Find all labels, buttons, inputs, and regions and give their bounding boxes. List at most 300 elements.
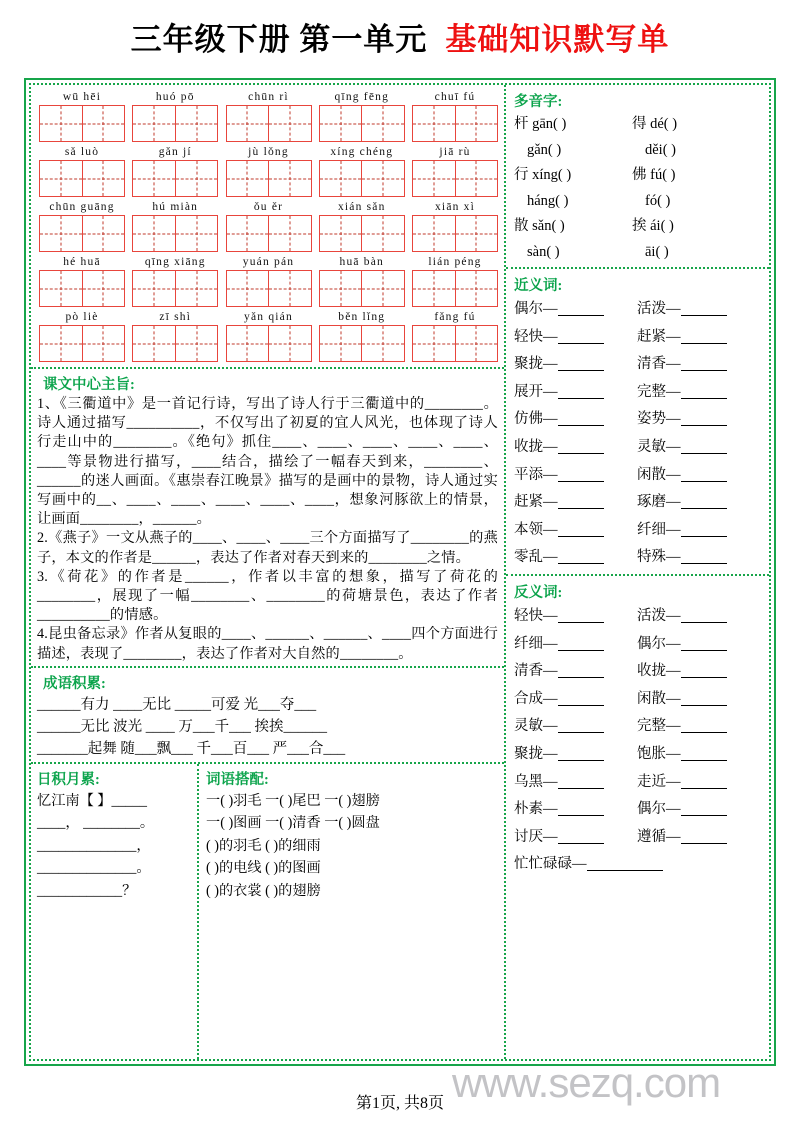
answer-blank[interactable]	[681, 508, 727, 509]
pinyin-text: xiān xì	[434, 201, 476, 213]
answer-blank[interactable]	[681, 650, 727, 651]
pinyin-text: gǎn jí	[158, 146, 192, 158]
synonym-row	[514, 434, 765, 462]
tianzige-box[interactable]	[39, 160, 125, 197]
answer-blank[interactable]	[558, 343, 604, 344]
tianzige-square[interactable]	[362, 215, 405, 252]
tianzige-box[interactable]	[319, 270, 405, 307]
antonym-row	[514, 851, 765, 879]
synonym-heading: 近义词:	[514, 278, 563, 294]
daily-accumulation-line: ____， ________。	[37, 815, 155, 832]
tianzige-square[interactable]	[319, 160, 363, 197]
pinyin-cell	[411, 254, 499, 307]
synonym-item[interactable]	[637, 379, 760, 407]
word-label: 忙忙碌碌—	[514, 856, 587, 873]
synonym-item[interactable]	[514, 406, 637, 434]
word-collocation-line: ( )的衣裳 ( )的翅膀	[206, 882, 321, 899]
tianzige-square[interactable]	[83, 160, 126, 197]
answer-blank[interactable]	[558, 843, 604, 844]
tianzige-box[interactable]	[412, 160, 498, 197]
tianzige-box[interactable]	[39, 105, 125, 142]
answer-blank[interactable]	[558, 788, 604, 789]
idiom-section	[31, 668, 504, 764]
answer-blank[interactable]	[681, 370, 727, 371]
tianzige-square[interactable]	[226, 270, 270, 307]
polyphone-heading: 多音字:	[514, 94, 563, 110]
pinyin-row	[35, 309, 502, 362]
polyphone-left[interactable]: sàn( )	[527, 243, 560, 260]
synonym-item[interactable]	[637, 462, 760, 490]
word-collocation-heading: 词语搭配:	[206, 771, 269, 788]
worksheet-frame-inner	[29, 83, 771, 1061]
main-idea-item: 4.昆虫备忘录》作者从复眼的____、______、______、____四个方面进行描述，表现了________，表达了作者对大自然的________。	[37, 626, 498, 662]
polyphone-left[interactable]: 行 xíng( )	[514, 167, 572, 183]
antonym-item[interactable]	[637, 796, 760, 824]
tianzige-box[interactable]	[132, 215, 218, 252]
synonym-item[interactable]	[514, 324, 637, 352]
tianzige-square[interactable]	[269, 325, 312, 362]
synonym-item[interactable]	[637, 351, 760, 379]
synonym-item[interactable]	[637, 324, 760, 352]
pinyin-cell	[411, 199, 499, 252]
tianzige-square[interactable]	[132, 105, 176, 142]
synonym-row	[514, 351, 765, 379]
tianzige-box[interactable]	[132, 105, 218, 142]
main-idea-item: 3.《荷花》的作者是______，作者以丰富的想象，描写了荷花的________，展现了一幅________、________的荷塘景色，表达了作者__________的情感。	[37, 568, 498, 624]
word-label: 纤细—	[637, 521, 681, 538]
tianzige-square[interactable]	[456, 160, 499, 197]
tianzige-square[interactable]	[83, 325, 126, 362]
answer-blank[interactable]	[558, 650, 604, 651]
answer-blank[interactable]	[681, 453, 727, 454]
synonym-item[interactable]	[637, 517, 760, 545]
synonym-row	[514, 462, 765, 490]
pinyin-row	[35, 89, 502, 142]
word-label: 清香—	[637, 356, 681, 373]
pinyin-text: wū hēi	[62, 91, 102, 103]
synonym-item[interactable]	[514, 351, 637, 379]
site-watermark: www.sezq.com	[452, 1059, 721, 1106]
antonym-item[interactable]	[514, 769, 637, 797]
pinyin-text: fǎng fú	[434, 311, 476, 323]
tianzige-box[interactable]	[132, 325, 218, 362]
answer-blank[interactable]	[681, 343, 727, 344]
pinyin-text: xián sǎn	[337, 201, 386, 213]
word-label: 乌黑—	[514, 773, 558, 790]
antonym-row	[514, 658, 765, 686]
pinyin-cell	[411, 309, 499, 362]
word-collocation-line: ( )的羽毛 ( )的细雨	[206, 837, 321, 854]
pinyin-text: lián péng	[428, 256, 482, 268]
tianzige-box[interactable]	[319, 160, 405, 197]
tianzige-box[interactable]	[39, 215, 125, 252]
tianzige-square[interactable]	[226, 160, 270, 197]
daily-accumulation-line: ____________？	[37, 882, 137, 899]
antonym-row	[514, 713, 765, 741]
antonym-item[interactable]	[637, 741, 760, 769]
answer-blank[interactable]	[681, 563, 727, 564]
synonym-item[interactable]	[637, 434, 760, 462]
pinyin-cell	[318, 309, 406, 362]
tianzige-square[interactable]	[39, 160, 83, 197]
answer-blank[interactable]	[558, 508, 604, 509]
main-idea-section	[31, 369, 504, 668]
synonym-item[interactable]	[514, 462, 637, 490]
antonym-item[interactable]	[637, 603, 760, 631]
pinyin-text: huā bàn	[339, 256, 384, 268]
tianzige-box[interactable]	[39, 270, 125, 307]
tianzige-box[interactable]	[226, 270, 312, 307]
word-label: 聚拢—	[514, 745, 558, 762]
tianzige-square[interactable]	[362, 325, 405, 362]
bottom-split	[31, 764, 504, 1059]
tianzige-square[interactable]	[39, 105, 83, 142]
polyphone-left[interactable]: 杆 gān( )	[514, 116, 567, 132]
tianzige-square[interactable]	[412, 270, 456, 307]
tianzige-square[interactable]	[83, 270, 126, 307]
pinyin-text: yǎn qián	[244, 311, 293, 323]
tianzige-box[interactable]	[226, 325, 312, 362]
answer-blank[interactable]	[681, 425, 727, 426]
answer-blank[interactable]	[587, 870, 663, 871]
idiom-line: ______有力 ____无比 _____可爱 光___夺___	[37, 696, 317, 713]
daily-accumulation-line: 忆江南【 】_____	[37, 792, 147, 809]
tianzige-box[interactable]	[319, 105, 405, 142]
tianzige-square[interactable]	[412, 325, 456, 362]
tianzige-square[interactable]	[176, 105, 219, 142]
answer-blank[interactable]	[681, 705, 727, 706]
pinyin-text: yuán pán	[242, 256, 295, 268]
pinyin-text: jiā rù	[439, 146, 471, 158]
polyphone-row	[514, 240, 765, 266]
word-label: 展开—	[514, 383, 558, 400]
answer-blank[interactable]	[558, 563, 604, 564]
answer-blank[interactable]	[558, 815, 604, 816]
tianzige-square[interactable]	[269, 270, 312, 307]
polyphone-right[interactable]: 挨 ái( )	[632, 218, 674, 234]
answer-blank[interactable]	[558, 536, 604, 537]
tianzige-box[interactable]	[412, 215, 498, 252]
tianzige-square[interactable]	[319, 215, 363, 252]
tianzige-square[interactable]	[456, 215, 499, 252]
pinyin-cell	[38, 89, 126, 142]
daily-accumulation-line: ______________，	[37, 837, 151, 854]
synonym-row	[514, 489, 765, 517]
pinyin-row	[35, 199, 502, 252]
pinyin-text: xíng chéng	[330, 146, 394, 158]
polyphone-row	[514, 189, 765, 215]
tianzige-box[interactable]	[226, 105, 312, 142]
antonym-item[interactable]	[514, 631, 637, 659]
worksheet-frame	[24, 78, 776, 1066]
daily-accumulation-heading: 日积月累:	[37, 771, 100, 788]
polyphone-rows	[514, 112, 765, 265]
antonym-item[interactable]	[514, 796, 637, 824]
tianzige-box[interactable]	[412, 325, 498, 362]
synonym-item[interactable]	[514, 434, 637, 462]
pinyin-text: ǒu ěr	[253, 201, 284, 213]
tianzige-square[interactable]	[412, 105, 456, 142]
pinyin-text: sǎ luò	[64, 146, 100, 158]
antonym-row	[514, 603, 765, 631]
word-label: 轻快—	[514, 607, 558, 624]
word-label: 姿势—	[637, 411, 681, 428]
antonym-item[interactable]	[514, 851, 663, 879]
synonym-rows	[514, 296, 765, 572]
word-label: 完整—	[637, 718, 681, 735]
pinyin-text: jù lǒng	[248, 146, 289, 158]
synonym-item[interactable]	[514, 489, 637, 517]
synonym-item[interactable]	[514, 379, 637, 407]
answer-blank[interactable]	[681, 315, 727, 316]
tianzige-square[interactable]	[362, 105, 405, 142]
pinyin-cell	[131, 144, 219, 197]
tianzige-square[interactable]	[319, 105, 363, 142]
pinyin-cell	[225, 309, 313, 362]
tianzige-square[interactable]	[176, 325, 219, 362]
answer-blank[interactable]	[558, 760, 604, 761]
antonym-item[interactable]	[637, 631, 760, 659]
antonym-item[interactable]	[514, 713, 637, 741]
polyphone-right[interactable]: fó( )	[645, 192, 671, 209]
tianzige-box[interactable]	[226, 215, 312, 252]
left-column	[31, 85, 504, 1059]
tianzige-square[interactable]	[412, 215, 456, 252]
tianzige-square[interactable]	[132, 160, 176, 197]
answer-blank[interactable]	[681, 536, 727, 537]
tianzige-box[interactable]	[319, 215, 405, 252]
answer-blank[interactable]	[558, 622, 604, 623]
pinyin-text: hú miàn	[152, 201, 199, 213]
synonym-item[interactable]	[514, 517, 637, 545]
main-idea-item: 2.《燕子》一文从燕子的____、____、____三个方面描写了________的燕子，本文的作者是______，表达了作者对春天到来的________之情。	[37, 530, 498, 566]
synonym-item[interactable]	[637, 489, 760, 517]
antonym-row	[514, 796, 765, 824]
answer-blank[interactable]	[558, 481, 604, 482]
word-label: 收拢—	[514, 438, 558, 455]
pinyin-text: huó pō	[155, 91, 195, 103]
answer-blank[interactable]	[558, 705, 604, 706]
word-label: 活泼—	[637, 301, 681, 317]
antonym-item[interactable]	[514, 686, 637, 714]
answer-blank[interactable]	[558, 677, 604, 678]
tianzige-square[interactable]	[226, 105, 270, 142]
pinyin-cell	[38, 144, 126, 197]
pinyin-cell	[225, 144, 313, 197]
tianzige-square[interactable]	[226, 325, 270, 362]
tianzige-square[interactable]	[412, 160, 456, 197]
daily-accumulation-line: ______________。	[37, 860, 151, 877]
tianzige-square[interactable]	[176, 270, 219, 307]
answer-blank[interactable]	[558, 315, 604, 316]
word-label: 轻快—	[514, 328, 558, 345]
synonym-item[interactable]	[637, 544, 760, 572]
answer-blank[interactable]	[681, 760, 727, 761]
answer-blank[interactable]	[681, 677, 727, 678]
tianzige-square[interactable]	[269, 215, 312, 252]
pinyin-text: zī shì	[159, 311, 192, 323]
polyphone-section	[506, 85, 769, 269]
tianzige-square[interactable]	[39, 270, 83, 307]
tianzige-square[interactable]	[132, 215, 176, 252]
polyphone-row	[514, 214, 765, 240]
word-label: 完整—	[637, 383, 681, 400]
polyphone-right[interactable]: āi( )	[645, 243, 669, 260]
synonym-item[interactable]	[514, 296, 637, 324]
pinyin-text: chūn guāng	[49, 201, 115, 213]
answer-blank[interactable]	[681, 815, 727, 816]
tianzige-box[interactable]	[132, 160, 218, 197]
pinyin-cell	[131, 309, 219, 362]
polyphone-left[interactable]: háng( )	[527, 192, 569, 209]
tianzige-square[interactable]	[319, 325, 363, 362]
answer-blank[interactable]	[681, 788, 727, 789]
word-label: 零乱—	[514, 549, 558, 566]
daily-accumulation-section	[31, 764, 199, 1059]
pinyin-row	[35, 254, 502, 307]
antonym-item[interactable]	[514, 824, 637, 852]
pinyin-text: chūn rì	[248, 91, 289, 103]
antonym-section	[506, 576, 769, 881]
title-red-part: 基础知识默写单	[445, 21, 670, 57]
antonym-item[interactable]	[637, 713, 760, 741]
pinyin-cell	[411, 144, 499, 197]
synonym-row	[514, 544, 765, 572]
antonym-row	[514, 769, 765, 797]
answer-blank[interactable]	[681, 481, 727, 482]
main-idea-heading: 课文中心主旨:	[43, 377, 135, 393]
tianzige-square[interactable]	[39, 325, 83, 362]
word-label: 赶紧—	[637, 328, 681, 345]
word-label: 偶尔—	[637, 635, 681, 652]
answer-blank[interactable]	[681, 843, 727, 844]
antonym-item[interactable]	[514, 658, 637, 686]
word-label: 讨厌—	[514, 828, 558, 845]
antonym-item[interactable]	[637, 658, 760, 686]
answer-blank[interactable]	[558, 370, 604, 371]
pinyin-cell	[38, 254, 126, 307]
tianzige-box[interactable]	[39, 325, 125, 362]
pinyin-cell	[131, 254, 219, 307]
pinyin-grid-block	[31, 85, 504, 369]
tianzige-square[interactable]	[362, 270, 405, 307]
word-label: 本领—	[514, 521, 558, 538]
polyphone-left[interactable]: 散 sǎn( )	[514, 218, 565, 234]
antonym-item[interactable]	[637, 824, 760, 852]
antonym-row	[514, 631, 765, 659]
answer-blank[interactable]	[681, 398, 727, 399]
polyphone-right[interactable]: děi( )	[645, 141, 676, 158]
antonym-item[interactable]	[514, 603, 637, 631]
tianzige-square[interactable]	[39, 215, 83, 252]
pinyin-cell	[38, 309, 126, 362]
tianzige-box[interactable]	[226, 160, 312, 197]
pinyin-cell	[318, 144, 406, 197]
answer-blank[interactable]	[558, 453, 604, 454]
pinyin-cell	[131, 199, 219, 252]
antonym-heading: 反义词:	[514, 584, 563, 601]
word-label: 走近—	[637, 773, 681, 790]
antonym-rows	[514, 603, 765, 879]
word-collocation-line: 一( )图画 一( )清香 一( )圆盘	[206, 815, 380, 832]
tianzige-square[interactable]	[456, 270, 499, 307]
tianzige-square[interactable]	[176, 160, 219, 197]
title-black-part: 三年级下册 第一单元	[130, 21, 428, 57]
word-label: 收拢—	[637, 663, 681, 680]
synonym-row	[514, 324, 765, 352]
word-label: 偶尔—	[637, 801, 681, 818]
page-title	[0, 0, 800, 72]
tianzige-box[interactable]	[412, 105, 498, 142]
answer-blank[interactable]	[558, 732, 604, 733]
tianzige-square[interactable]	[83, 105, 126, 142]
pinyin-cell	[225, 89, 313, 142]
synonym-section	[506, 269, 769, 576]
word-label: 朴素—	[514, 801, 558, 818]
idiom-line: ______无比 波光 ____ 万___千___ 挨挨______	[37, 718, 327, 735]
antonym-row	[514, 824, 765, 852]
tianzige-square[interactable]	[132, 270, 176, 307]
synonym-item[interactable]	[637, 296, 760, 324]
pinyin-cell	[318, 199, 406, 252]
answer-blank[interactable]	[558, 425, 604, 426]
answer-blank[interactable]	[681, 732, 727, 733]
tianzige-box[interactable]	[412, 270, 498, 307]
tianzige-square[interactable]	[269, 160, 312, 197]
tianzige-square[interactable]	[176, 215, 219, 252]
word-label: 闲散—	[637, 466, 681, 483]
word-label: 聚拢—	[514, 356, 558, 373]
antonym-row	[514, 686, 765, 714]
answer-blank[interactable]	[681, 622, 727, 623]
antonym-item[interactable]	[514, 741, 637, 769]
synonym-row	[514, 296, 765, 324]
antonym-item[interactable]	[637, 686, 760, 714]
pinyin-text: chuī fú	[434, 91, 476, 103]
page-footer: 第1页, 共8页	[355, 1095, 444, 1112]
pinyin-text: qīng fēng	[334, 91, 390, 103]
word-label: 合成—	[514, 690, 558, 707]
word-label: 琢磨—	[637, 494, 681, 511]
synonym-item[interactable]	[514, 544, 637, 572]
tianzige-square[interactable]	[456, 105, 499, 142]
idiom-line: _______起舞 随___飘___ 千___百___ 严___合___	[37, 740, 346, 757]
tianzige-box[interactable]	[132, 270, 218, 307]
antonym-row	[514, 741, 765, 769]
tianzige-square[interactable]	[226, 215, 270, 252]
synonym-item[interactable]	[637, 406, 760, 434]
tianzige-square[interactable]	[456, 325, 499, 362]
polyphone-left[interactable]: gǎn( )	[527, 141, 562, 158]
word-collocation-line: 一( )羽毛 一( )尾巴 一( )翅膀	[206, 792, 380, 809]
tianzige-square[interactable]	[319, 270, 363, 307]
polyphone-row	[514, 138, 765, 164]
tianzige-square[interactable]	[132, 325, 176, 362]
polyphone-right[interactable]: 佛 fú( )	[632, 167, 676, 183]
tianzige-square[interactable]	[269, 105, 312, 142]
answer-blank[interactable]	[558, 398, 604, 399]
pinyin-cell	[38, 199, 126, 252]
pinyin-cell	[225, 199, 313, 252]
tianzige-box[interactable]	[319, 325, 405, 362]
antonym-item[interactable]	[637, 769, 760, 797]
tianzige-square[interactable]	[83, 215, 126, 252]
idiom-heading: 成语积累:	[43, 675, 106, 692]
polyphone-row	[514, 163, 765, 189]
polyphone-row	[514, 112, 765, 138]
tianzige-square[interactable]	[362, 160, 405, 197]
polyphone-right[interactable]: 得 dé( )	[632, 116, 678, 132]
